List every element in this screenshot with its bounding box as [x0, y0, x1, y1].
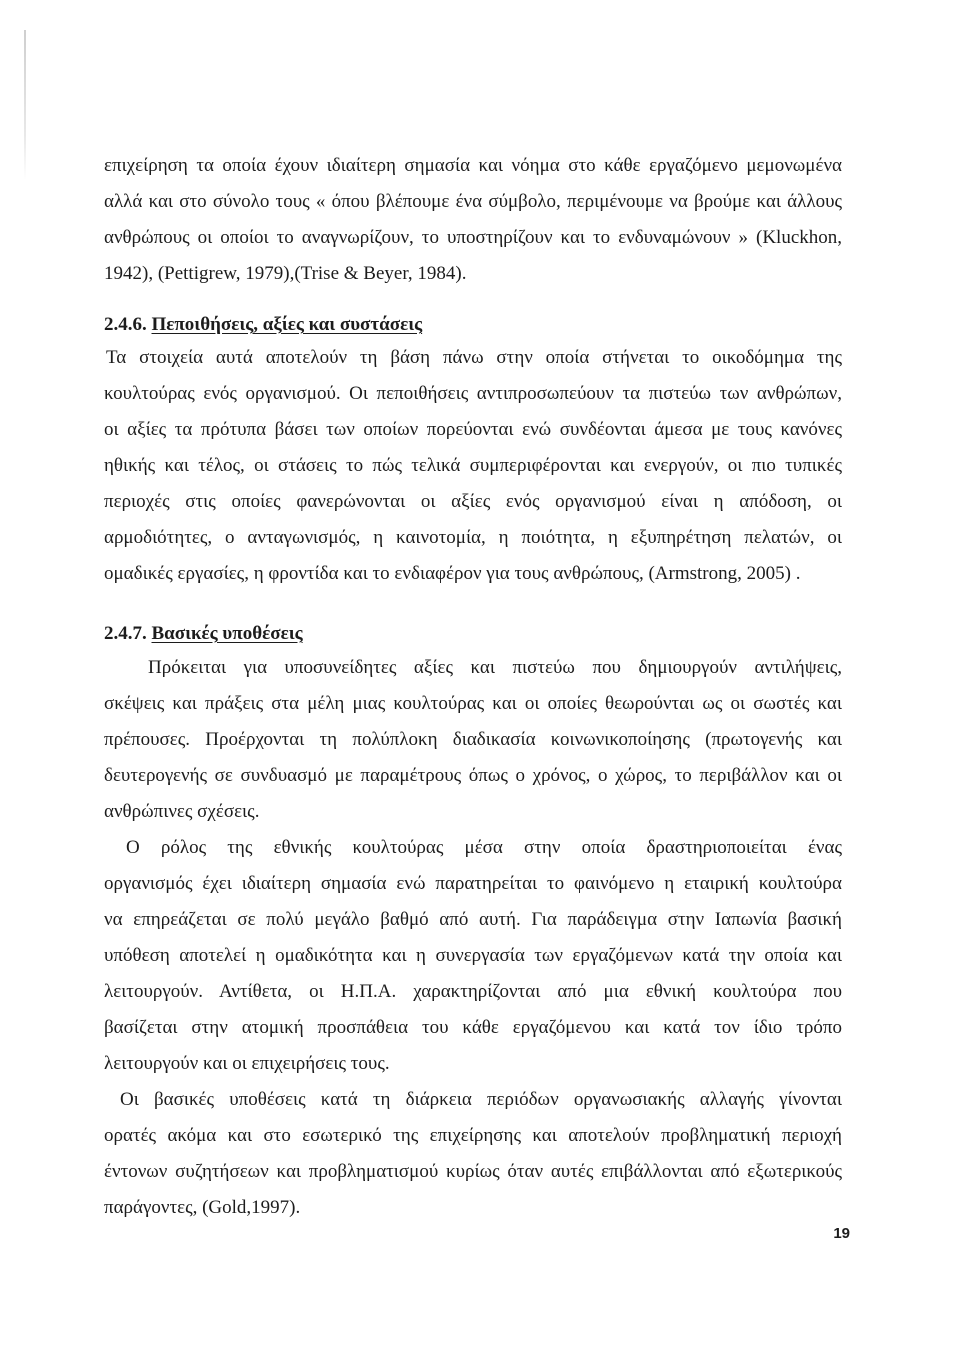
- section-246-line-7: ομαδικές εργασίες, η φροντίδα και το ενδιαφέρον για τους ανθρώπους, (Armstrong, 2005) .: [104, 563, 801, 584]
- section-247-heading: [104, 622, 842, 646]
- section-247-p1-line-2: σκέψεις και πράξεις στα μέλη μιας κουλτούρας και οι οποίες θεωρούνται ως οι σωστές και: [104, 693, 842, 714]
- section-247-p2-line-6: βασίζεται στην ατομική προσπάθεια του κάθε εργαζόμενου και κατά τον ίδιο τρόπο: [104, 1017, 842, 1038]
- section-247-p3-line-4: παράγοντες, (Gold,1997).: [104, 1197, 301, 1218]
- scan-edge-line: [24, 30, 26, 180]
- section-247-p3-line-1: Οι βασικές υποθέσεις κατά τη διάρκεια περιόδων οργανωσιακής αλλαγής γίνονται: [120, 1089, 842, 1110]
- intro-line-1: επιχείρηση τα οποία έχουν ιδιαίτερη σημασία και νόημα στο κάθε εργαζόμενο μεμονωμένα: [104, 155, 842, 176]
- section-247-p1-line-1: Πρόκειται για υποσυνείδητες αξίες και πιστεύω που δημιουργούν αντιλήψεις,: [148, 657, 842, 678]
- section-247-p3-line-3: έντονων συζητήσεων και προβληματισμού κυρίως όταν αυτές επιβάλλονται από εξωτερικούς: [104, 1161, 842, 1182]
- intro-line-3: ανθρώπους οι οποίοι το αναγνωρίζουν, το υποστηρίζουν και το ενδυναμώνουν » (Kluckhon,: [104, 227, 842, 248]
- section-247-p3-line-2: ορατές ακόμα και στο εσωτερικό της επιχείρησης και αποτελούν προβληματική περιοχή: [104, 1125, 842, 1146]
- section-247-p2-line-4: υπόθεση αποτελεί η ομαδικότητα και η συνεργασία των εργαζόμενων κατά την οποία και: [104, 945, 842, 966]
- section-246-line-5: περιοχές στις οποίες φανερώνονται οι αξίες ενός οργανισμού είναι η απόδοση, οι: [104, 491, 842, 512]
- section-246-line-4: ηθικής και τέλος, οι στάσεις το πώς τελικά συμπεριφέρονται και ενεργούν, οι πιο τυπικές: [104, 455, 842, 476]
- section-246-title: Πεποιθήσεις, αξίες και συστάσεις: [151, 314, 423, 335]
- section-246-line-3: οι αξίες τα πρότυπα βάσει των οποίων πορεύονται ενώ συνδέονται άμεσα με τους κανόνες: [104, 419, 842, 440]
- section-246-number: 2.4.6.: [104, 314, 147, 335]
- section-247-p2-line-5: λειτουργούν. Αντίθετα, οι Η.Π.Α. χαρακτηρίζονται από μια εθνική κουλτούρα που: [104, 981, 842, 1002]
- section-246-line-2: κουλτούρας ενός οργανισμού. Οι πεποιθήσεις αντιπροσωπεύουν τα πιστεύω των ανθρώπων,: [104, 383, 842, 404]
- page-number: 19: [833, 1225, 850, 1242]
- section-247-p2-line-3: να επηρεάζεται σε πολύ μεγάλο βαθμό από αυτή. Για παράδειγμα στην Ιαπωνία βασική: [104, 909, 842, 930]
- section-247-p2-line-7: λειτουργούν και οι επιχειρήσεις τους.: [104, 1053, 390, 1074]
- section-246-line-6: αρμοδιότητες, ο ανταγωνισμός, η καινοτομία, η ποιότητα, η εξυπηρέτηση πελατών, οι: [104, 527, 842, 548]
- section-247-p1-line-4: δευτερογενής σε συνδυασμό με παραμέτρους όπως ο χρόνος, ο χώρος, το περιβάλλον και οι: [104, 765, 842, 786]
- section-246-heading: [104, 313, 842, 337]
- section-246-line-1: Τα στοιχεία αυτά αποτελούν τη βάση πάνω στην οποία στήνεται το οικοδόμημα της: [106, 347, 842, 368]
- section-247-p1-line-3: πρέπουσες. Προέρχονται τη πολύπλοκη διαδικασία κοινωνικοποίησης (πρωτογενής και: [104, 729, 842, 750]
- section-247-title: Βασικές υποθέσεις: [151, 623, 303, 644]
- section-247-p1-line-5: ανθρώπινες σχέσεις.: [104, 801, 260, 822]
- intro-line-2: αλλά και στο σύνολο τους « όπου βλέπουμε ένα σύμβολο, περιμένουμε να βρούμε και άλλους: [104, 191, 842, 212]
- section-247-number: 2.4.7.: [104, 623, 147, 644]
- section-247-p2-line-2: οργανισμός έχει ιδιαίτερη σημασία ενώ παρατηρείται το φαινόμενο η εταιρική κουλτούρα: [104, 873, 842, 894]
- section-247-p2-line-1: Ο ρόλος της εθνικής κουλτούρας μέσα στην οποία δραστηριοποιείται ένας: [126, 837, 842, 858]
- intro-line-4: 1942), (Pettigrew, 1979),(Trise & Beyer, 1984).: [104, 263, 467, 284]
